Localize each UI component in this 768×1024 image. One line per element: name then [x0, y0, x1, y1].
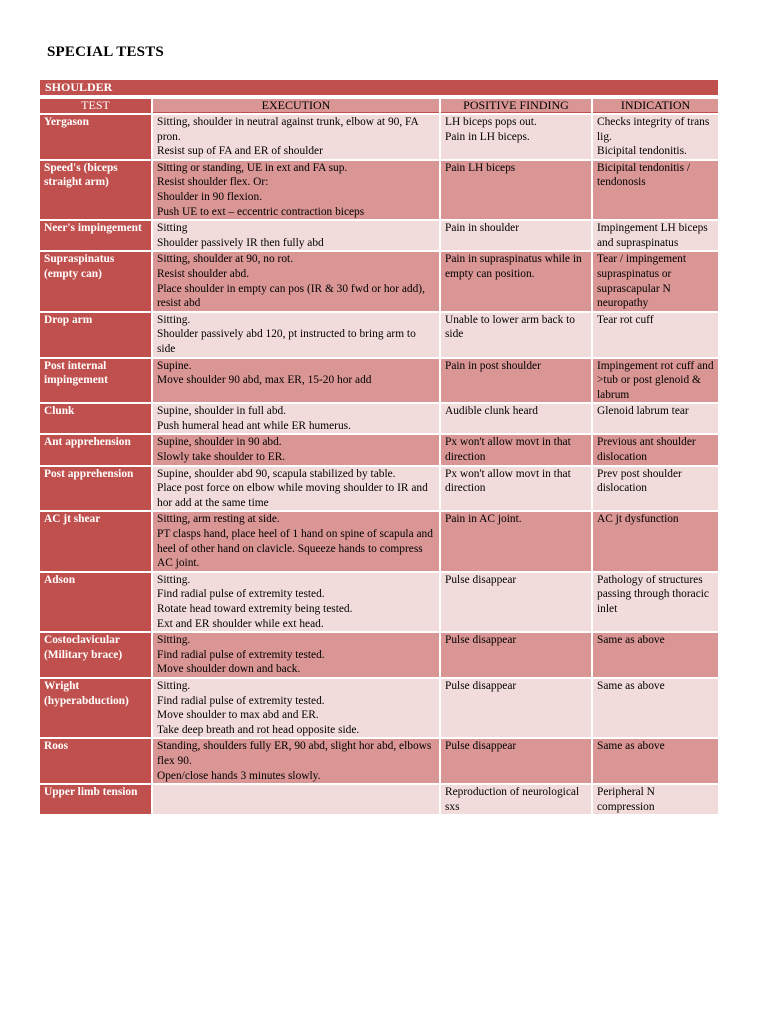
cell-text-line: Same as above — [597, 740, 665, 753]
cell-text-line: Find radial pulse of extremity tested. — [157, 694, 325, 707]
indication-cell — [593, 633, 718, 677]
cell-text-line: Pain in LH biceps. — [445, 130, 530, 143]
cell-text-line: Open/close hands 3 minutes slowly. — [157, 769, 321, 782]
cell-text-line: Pulse disappear — [445, 679, 517, 692]
cell-text-line: Yergason — [44, 116, 89, 128]
cell-text-line: Pain in supraspinatus while in empty can position. — [445, 253, 582, 280]
execution-cell — [153, 221, 439, 250]
cell-text-line: Sitting. — [157, 573, 191, 586]
test-name-cell — [40, 467, 151, 511]
cell-text-line: Rotate head toward extremity being tested. — [157, 603, 353, 615]
table-row — [40, 313, 718, 357]
column-header-indication: INDICATION — [593, 99, 718, 113]
positive-finding-cell — [441, 467, 591, 511]
table-row — [40, 512, 718, 570]
test-name-cell — [40, 785, 151, 814]
indication-cell — [593, 785, 718, 814]
cell-text-line: Supine, shoulder in full abd. — [157, 405, 287, 418]
positive-finding-cell — [441, 313, 591, 357]
cell-text-line: Move shoulder down and back. — [157, 663, 301, 676]
cell-text-line: Sitting. — [157, 313, 191, 326]
table-header-row — [40, 99, 718, 113]
cell-text-line: Clunk — [44, 405, 75, 418]
column-header-positive-finding: POSITIVE FINDING — [441, 99, 591, 113]
cell-text-line: Audible clunk heard — [445, 405, 538, 418]
table-row — [40, 404, 718, 433]
positive-finding-cell — [441, 404, 591, 433]
special-tests-sheet — [40, 80, 718, 816]
cell-text-line: Take deep breath and rot head opposite side. — [157, 723, 360, 736]
positive-finding-cell — [441, 115, 591, 159]
cell-text-line: Pulse disappear — [445, 573, 517, 586]
cell-text-line: Sitting, arm resting at side. — [157, 513, 280, 526]
cell-text-line: Roos — [44, 740, 69, 753]
test-name-cell — [40, 679, 151, 737]
indication-cell — [593, 161, 718, 219]
cell-text-line: Previous ant shoulder dislocation — [597, 436, 696, 464]
test-name-cell — [40, 404, 151, 433]
execution-cell — [153, 679, 439, 737]
shoulder-tests-table — [38, 97, 720, 816]
execution-cell — [153, 404, 439, 433]
cell-text-line: Pulse disappear — [445, 634, 517, 647]
execution-cell — [153, 252, 439, 310]
cell-text-line: Speed's (biceps straight arm) — [44, 161, 118, 189]
positive-finding-cell — [441, 512, 591, 570]
cell-text-line: Adson — [44, 573, 76, 586]
cell-text-line: Neer's impingement — [44, 222, 142, 235]
table-row — [40, 467, 718, 511]
indication-cell — [593, 435, 718, 464]
table-row — [40, 252, 718, 310]
cell-text-line: Post apprehension — [44, 467, 134, 480]
positive-finding-cell — [441, 633, 591, 677]
positive-finding-cell — [441, 785, 591, 814]
document-title: SPECIAL TESTS — [47, 44, 164, 60]
cell-text-line: Impingement LH biceps and supraspinatus — [597, 222, 708, 249]
cell-text-line: Shoulder passively abd 120, pt instructed to bring arm to side — [157, 328, 416, 355]
indication-cell — [593, 359, 718, 403]
indication-cell — [593, 573, 718, 631]
table-row — [40, 739, 718, 783]
indication-cell — [593, 679, 718, 737]
cell-text-line: Place shoulder in empty can pos (IR & 30 fwd or hor add), resist abd — [157, 282, 425, 310]
cell-text-line: Wright (hyperabduction) — [44, 679, 129, 707]
cell-text-line: Standing, shoulders fully ER, 90 abd, slight hor abd, elbows flex 90. — [157, 740, 432, 767]
test-name-cell — [40, 633, 151, 677]
test-name-cell — [40, 252, 151, 310]
cell-text-line: Shoulder passively IR then fully abd — [157, 236, 324, 249]
test-name-cell — [40, 221, 151, 250]
cell-text-line: Supine. — [157, 359, 192, 372]
cell-text-line: Sitting — [157, 222, 188, 235]
cell-text-line: Same as above — [597, 679, 665, 692]
indication-cell — [593, 404, 718, 433]
column-header-execution: EXECUTION — [153, 99, 439, 113]
cell-text-line: Sitting, shoulder at 90, no rot. — [157, 253, 294, 266]
cell-text-line: Find radial pulse of extremity tested. — [157, 648, 325, 661]
positive-finding-cell — [441, 739, 591, 783]
cell-text-line: Resist shoulder abd. — [157, 267, 250, 280]
table-row — [40, 221, 718, 250]
cell-text-line: Unable to lower arm back to side — [445, 313, 575, 341]
test-name-cell — [40, 739, 151, 783]
cell-text-line: Prev post shoulder dislocation — [597, 467, 682, 495]
cell-text-line: Costoclavicular (Military brace) — [44, 634, 123, 661]
test-name-cell — [40, 359, 151, 403]
indication-cell — [593, 512, 718, 570]
indication-cell — [593, 221, 718, 250]
cell-text-line: Pain LH biceps — [445, 161, 516, 174]
table-row — [40, 115, 718, 159]
cell-text-line: Place post force on elbow while moving shoulder to IR and hor add at the same time — [157, 482, 428, 509]
execution-cell — [153, 313, 439, 357]
execution-cell — [153, 435, 439, 464]
cell-text-line: Px won't allow movt in that direction — [445, 436, 571, 464]
cell-text-line: Tear / impingement supraspinatus or suprascapular N neuropathy — [597, 253, 687, 310]
cell-text-line: Pain in shoulder — [445, 222, 520, 235]
cell-text-line: Bicipital tendonitis / tendonosis — [597, 161, 691, 189]
column-header-test: TEST — [40, 99, 151, 113]
cell-text-line: AC jt dysfunction — [597, 513, 679, 526]
cell-text-line: Find radial pulse of extremity tested. — [157, 588, 325, 601]
positive-finding-cell — [441, 221, 591, 250]
cell-text-line: PT clasps hand, place heel of 1 hand on spine of scapula and heel of other hand on clavicle. Squeeze hands to compress AC joint. — [157, 528, 433, 570]
cell-text-line: Same as above — [597, 634, 665, 647]
execution-cell — [153, 467, 439, 511]
indication-cell — [593, 739, 718, 783]
cell-text-line: Checks integrity of trans lig. — [597, 116, 710, 143]
cell-text-line: Move shoulder 90 abd, max ER, 15-20 hor add — [157, 374, 372, 387]
indication-cell — [593, 467, 718, 511]
positive-finding-cell — [441, 679, 591, 737]
table-row — [40, 359, 718, 403]
execution-cell — [153, 359, 439, 403]
cell-text-line: Supine, shoulder abd 90, scapula stabilized by table. — [157, 467, 396, 480]
cell-text-line: Ant apprehension — [44, 436, 131, 449]
test-name-cell — [40, 115, 151, 159]
table-row — [40, 679, 718, 737]
cell-text-line: Resist sup of FA and ER of shoulder — [157, 145, 323, 158]
cell-text-line: Post internal impingement — [44, 359, 108, 387]
table-body — [40, 115, 718, 814]
execution-cell — [153, 573, 439, 631]
execution-cell — [153, 633, 439, 677]
test-name-cell — [40, 573, 151, 631]
execution-cell — [153, 785, 439, 814]
indication-cell — [593, 313, 718, 357]
cell-text-line: Move shoulder to max abd and ER. — [157, 709, 319, 722]
cell-text-line: Px won't allow movt in that direction — [445, 467, 571, 495]
cell-text-line: Sitting. — [157, 679, 191, 692]
cell-text-line: Sitting, shoulder in neutral against trunk, elbow at 90, FA pron. — [157, 116, 419, 143]
cell-text-line: Sitting or standing, UE in ext and FA sup. — [157, 161, 348, 174]
cell-text-line: Push UE to ext – eccentric contraction biceps — [157, 205, 365, 218]
cell-text-line: Glenoid labrum tear — [597, 405, 689, 418]
cell-text-line: Bicipital tendonitis. — [597, 145, 687, 158]
cell-text-line: Shoulder in 90 flexion. — [157, 190, 263, 203]
indication-cell — [593, 252, 718, 310]
positive-finding-cell — [441, 161, 591, 219]
table-row — [40, 633, 718, 677]
table-row — [40, 785, 718, 814]
cell-text-line: Tear rot cuff — [597, 313, 654, 326]
cell-text-line: Pain in post shoulder — [445, 359, 541, 372]
cell-text-line: Pathology of structures passing through thoracic inlet — [597, 573, 709, 615]
positive-finding-cell — [441, 435, 591, 464]
execution-cell — [153, 739, 439, 783]
cell-text-line: Push humeral head ant while ER humerus. — [157, 419, 351, 432]
indication-cell — [593, 115, 718, 159]
cell-text-line: Slowly take shoulder to ER. — [157, 451, 286, 464]
test-name-cell — [40, 161, 151, 219]
table-row — [40, 435, 718, 464]
table-row — [40, 573, 718, 631]
cell-text-line: Sitting. — [157, 634, 191, 647]
cell-text-line: Reproduction of neurological sxs — [445, 786, 580, 813]
cell-text-line: Ext and ER shoulder while ext head. — [157, 617, 324, 630]
positive-finding-cell — [441, 573, 591, 631]
test-name-cell — [40, 435, 151, 464]
execution-cell — [153, 512, 439, 570]
execution-cell — [153, 115, 439, 159]
test-name-cell — [40, 313, 151, 357]
section-header-shoulder: SHOULDER — [40, 80, 718, 95]
cell-text-line: Supraspinatus (empty can) — [44, 253, 115, 280]
cell-text-line: Pain in AC joint. — [445, 513, 522, 526]
cell-text-line: Pulse disappear — [445, 740, 517, 753]
cell-text-line: Resist shoulder flex. Or: — [157, 176, 269, 189]
positive-finding-cell — [441, 252, 591, 310]
cell-text-line: Impingement rot cuff and >tub or post glenoid & labrum — [597, 359, 714, 401]
cell-text-line: Upper limb tension — [44, 786, 138, 799]
cell-text-line: AC jt shear — [44, 513, 101, 526]
cell-text-line: Peripheral N compression — [597, 786, 655, 813]
cell-text-line: Supine, shoulder in 90 abd. — [157, 436, 282, 449]
cell-text-line: LH biceps pops out. — [445, 116, 537, 128]
table-row — [40, 161, 718, 219]
positive-finding-cell — [441, 359, 591, 403]
execution-cell — [153, 161, 439, 219]
cell-text-line: Drop arm — [44, 313, 93, 326]
test-name-cell — [40, 512, 151, 570]
